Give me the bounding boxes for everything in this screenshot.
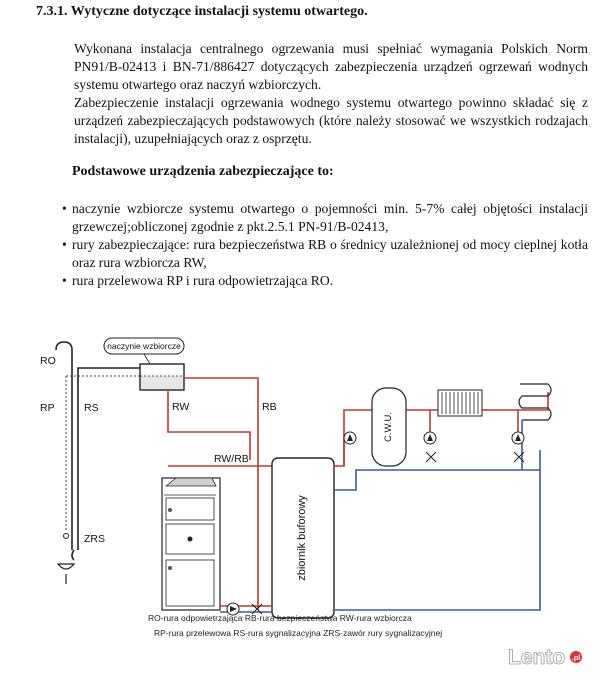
- bullet-list: [62, 200, 588, 290]
- label-rb: RB: [262, 401, 277, 413]
- buffer-label: zbiornik buforowy: [296, 495, 308, 581]
- legend-line-1: RO-rura odpowietrzająca RB-rura bezpieczeństwa RW-rura wzbiorcza: [148, 613, 412, 623]
- funnel-icon: [58, 564, 74, 569]
- boiler: [162, 478, 220, 610]
- circuit-pump-icon: [424, 432, 436, 444]
- safety-pipes-left: [56, 342, 140, 560]
- heating-system-diagram: [0, 320, 603, 680]
- bullet-icon: •: [62, 237, 67, 252]
- cwu-label: C.W.U.: [383, 411, 394, 443]
- label-rw-rb: RW/RB: [214, 453, 249, 465]
- paragraph-norms: Wykonana instalacja centralnego ogrzewania musi spełniać wymagania Polskich Norm PN91/B-02413 i BN-71/886427 dotyczących zabezpieczenia urządzeń ogrzewań wodnych systemu otwartego oraz naczyń wzbiorczych.: [74, 41, 588, 92]
- label-rs: RS: [84, 402, 99, 414]
- list-item: • rura przelewowa RP i rura odpowietrzająca RO.: [62, 273, 334, 288]
- return-header: [334, 450, 540, 610]
- list-item: • rury zabezpieczające: rura bezpieczeństwa RB o średnicy uzależnionej od mocy cieplnej kotła oraz rura wzbiorcza RW,: [62, 237, 588, 270]
- label-ro: RO: [40, 355, 56, 367]
- bullet-icon: •: [62, 273, 67, 288]
- svg-text:.pl: .pl: [571, 653, 581, 662]
- lento-watermark-logo: [508, 646, 582, 669]
- zrs-valve-icon: [64, 534, 69, 539]
- tank-label: naczynie wzbiorcze: [107, 341, 181, 351]
- mixing-valve-icon: [426, 452, 436, 462]
- paragraph-protection: Zabezpieczenie instalacji ogrzewania wodnego systemu otwartego powinno składać się z urządzeń zabezpieczających podstawowych (które należy stosować we wszystkich rodzajach instalacji), uzupełniających oraz z osprzętu.: [74, 95, 588, 146]
- bullet-icon: •: [62, 201, 67, 216]
- label-rw: RW: [172, 401, 190, 413]
- section-heading: 7.3.1. Wytyczne dotyczące instalacji systemu otwartego.: [36, 4, 368, 19]
- circuit-pump-icon: [344, 432, 356, 444]
- svg-text:Lento: Lento: [508, 646, 566, 669]
- label-zrs: ZRS: [84, 533, 105, 545]
- floor-heating-coil-icon: [519, 384, 551, 420]
- subheading: Podstawowe urządzenia zabezpieczające to:: [72, 164, 334, 179]
- label-rp: RP: [40, 402, 55, 414]
- radiator-icon: [438, 390, 482, 416]
- circuit-pump-icon: [512, 432, 524, 444]
- expansion-tank: [104, 338, 184, 390]
- legend-line-2: RP-rura przelewowa RS-rura sygnalizacyjna ZRS-zawór rury sygnalizacyjnej: [154, 628, 443, 638]
- list-item: • naczynie wzbiorcze systemu otwartego o pojemności min. 5-7% całej objętości instalacji grzewczej;obliczonej zgodnie z pkt.2.5.1 PN-91/B-02413,: [62, 201, 588, 234]
